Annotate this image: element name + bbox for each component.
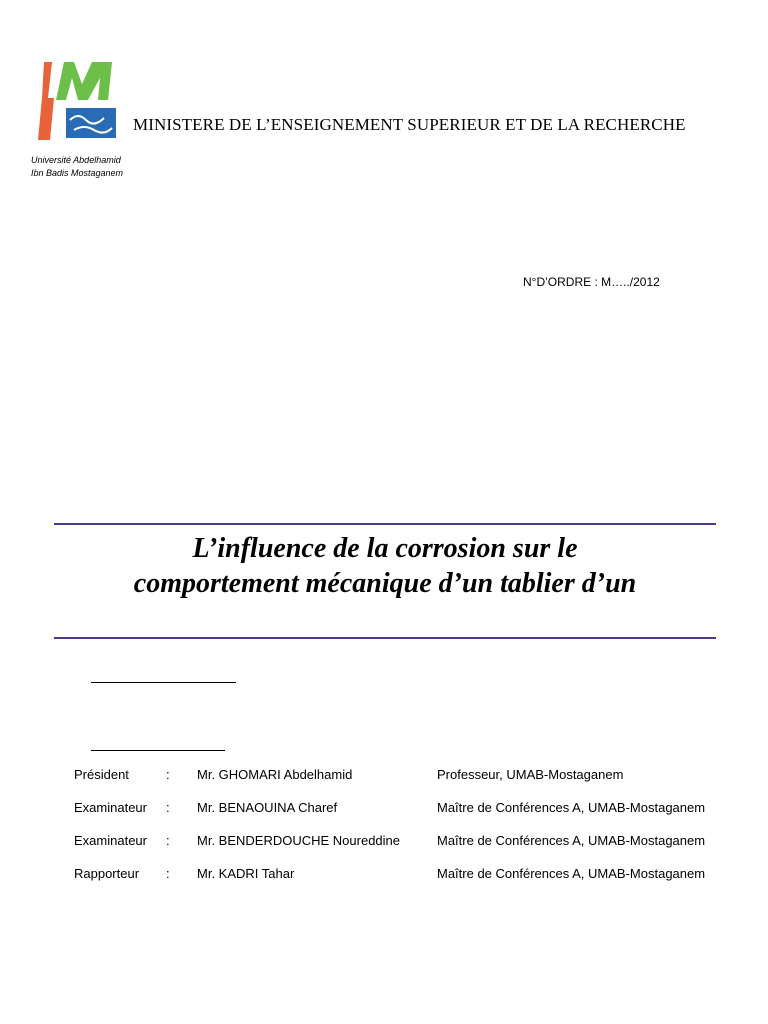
university-logo	[34, 58, 118, 144]
jury-role: Examinateur	[74, 800, 147, 815]
jury-member-name: Mr. KADRI Tahar	[197, 866, 295, 881]
university-name-line2: Ibn Badis Mostaganem	[31, 168, 124, 178]
thesis-title-line2: comportement mécanique d’un tablier d’un	[133, 568, 637, 599]
jury-colon: :	[166, 866, 170, 881]
jury-member-title: Maître de Conférences A, UMAB-Mostaganem	[437, 833, 706, 848]
jury-member-name: Mr. GHOMARI Abdelhamid	[197, 767, 353, 782]
university-name	[31, 154, 123, 180]
jury-colon: :	[166, 833, 170, 848]
blank-underline-2	[91, 750, 225, 751]
title-rule-bottom	[54, 637, 716, 639]
jury-member-name: Mr. BENDERDOUCHE Noureddine	[197, 833, 401, 848]
thesis-title-line1: L’influence de la corrosion sur le	[192, 533, 578, 564]
jury-colon: :	[166, 800, 170, 815]
jury-role: Examinateur	[74, 833, 147, 848]
ministry-heading: MINISTERE DE L’ENSEIGNEMENT SUPERIEUR ET DE LA RECHERCHE	[133, 115, 686, 134]
jury-colon: :	[166, 767, 170, 782]
blank-underline-1	[91, 682, 236, 683]
order-number: N°D’ORDRE : M…../2012	[523, 275, 660, 289]
university-name-line1: Université Abdelhamid	[31, 155, 121, 165]
jury-member-name: Mr. BENAOUINA Charef	[197, 800, 338, 815]
jury-role: Président	[74, 767, 129, 782]
jury-member-title: Professeur, UMAB-Mostaganem	[437, 767, 624, 782]
jury-member-title: Maître de Conférences A, UMAB-Mostaganem	[437, 866, 706, 881]
title-rule-top	[54, 523, 716, 525]
jury-member-title: Maître de Conférences A, UMAB-Mostaganem	[437, 800, 706, 815]
thesis-title	[54, 531, 716, 601]
jury-role: Rapporteur	[74, 866, 140, 881]
